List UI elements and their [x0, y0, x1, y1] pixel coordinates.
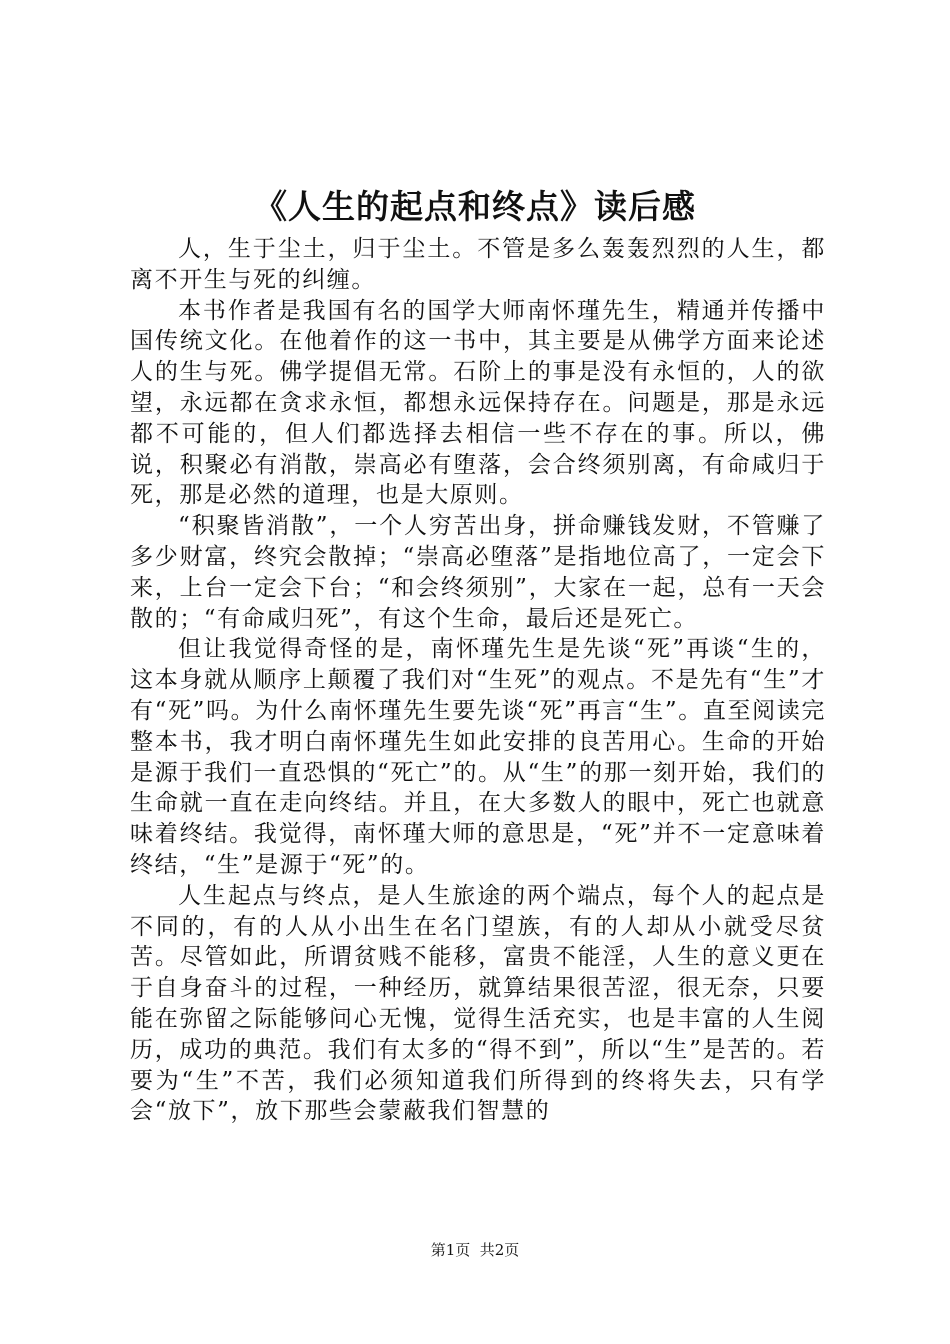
paragraph-4: 但让我觉得奇怪的是，南怀瑾先生是先谈“死”再谈“生的，这本身就从顺序上颠覆了我们对“生死”的观点。不是先有“生”才有“死”吗。为什么南怀瑾先生要先谈“死”再言“生”。直至阅读完整本书，我才明白南怀瑾先生如此安排的良苦用心。生命的开始是源于我们一直恐惧的“死亡”的。从“生”的那一刻开始，我们的生命就一直在走向终结。并且，在大多数人的眼中，死亡也就意味着终结。我觉得，南怀瑾大师的意思是，“死”并不一定意味着终结，“生”是源于“死”的。	[130, 636, 826, 878]
page-number: 第1页 共2页	[430, 1241, 520, 1259]
paragraph-3: “积聚皆消散”，一个人穷苦出身，拼命赚钱发财，不管赚了多少财富，终究会散掉；“崇高必堕落”是指地位高了，一定会下来，上台一定会下台；“和会终须别”，大家在一起，总有一天会散的；“有命咸归死”，有这个生命，最后还是死亡。	[130, 513, 826, 632]
paragraph-5: 人生起点与终点，是人生旅途的两个端点，每个人的起点是不同的，有的人从小出生在名门望族，有的人却从小就受尽贫苦。尽管如此，所谓贫贱不能移，富贵不能淫，人生的意义更在于自身奋斗的过程，一种经历，就算结果很苦涩，很无奈，只要能在弥留之际能够问心无愧，觉得生活充实，也是丰富的人生阅历，成功的典范。我们有太多的“得不到”，所以“生”是苦的。若要为“生”不苦，我们必须知道我们所得到的终将失去，只有学会“放下”，放下那些会蒙蔽我们智慧的	[130, 882, 826, 1125]
paragraph-2: 本书作者是我国有名的国学大师南怀瑾先生，精通并传播中国传统文化。在他着作的这一书中，其主要是从佛学方面来论述人的生与死。佛学提倡无常。石阶上的事是没有永恒的，人的欲望，永远都在贪求永恒，都想永远保持存在。问题是，那是永远都不可能的，但人们都选择去相信一些不存在的事。所以，佛说，积聚必有消散，崇高必有堕落，会合终须别离，有命咸归于死，那是必然的道理，也是大原则。	[130, 297, 826, 509]
document-body	[130, 234, 826, 1127]
page-footer	[0, 1240, 950, 1260]
document-title: 《人生的起点和终点》读后感	[254, 187, 696, 226]
paragraph-1: 人，生于尘土，归于尘土。不管是多么轰轰烈烈的人生，都离不开生与死的纠缠。	[130, 236, 826, 293]
